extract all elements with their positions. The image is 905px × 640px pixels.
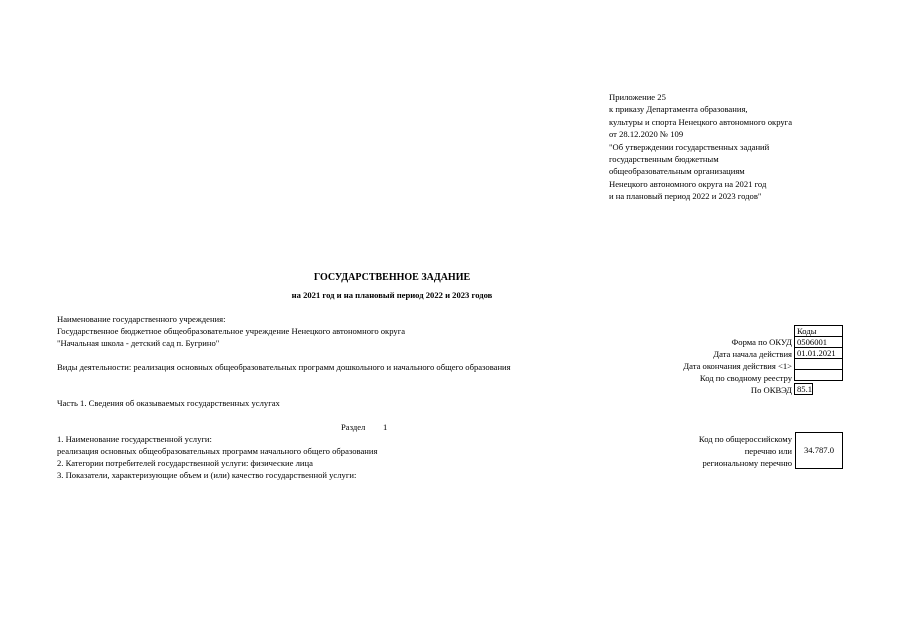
codes-header: Коды <box>794 325 843 337</box>
service-consumers: 2. Категории потребителей государственной услуги: физические лица <box>57 458 313 468</box>
section-number: 1 <box>383 422 388 432</box>
document-subtitle: на 2021 год и на плановый период 2022 и 2023 годов <box>291 290 493 300</box>
appendix-line: культуры и спорта Ненецкого автономного округа <box>609 116 793 127</box>
codes-label-end-date: Дата окончания действия <1> <box>683 361 792 371</box>
registry-label-line3: региональному перечню <box>702 458 792 468</box>
activity-type: Виды деятельности: реализация основных общеобразовательных программ дошкольного и начального общего образования <box>57 362 511 372</box>
appendix-line: Приложение 25 <box>609 92 666 102</box>
section-label: Раздел <box>341 422 366 432</box>
institution-label: Наименование государственного учреждения: <box>57 314 226 324</box>
codes-label-okved: По ОКВЭД <box>750 385 792 395</box>
codes-value-start-date: 01.01.2021 <box>794 347 843 359</box>
appendix-line: от 28.12.2020 № 109 <box>609 129 684 140</box>
institution-name-line1: Государственное бюджетное общеобразовательное учреждение Ненецкого автономного округа <box>57 326 406 336</box>
codes-value-okved: 85.1 <box>794 383 813 395</box>
appendix-line: государственным бюджетным <box>609 153 719 164</box>
appendix-line: "Об утверждении государственных заданий <box>609 141 770 152</box>
part-heading: Часть 1. Сведения об оказываемых государственных услугах <box>57 398 280 408</box>
institution-name-line2: "Начальная школа - детский сад п. Бугрино" <box>57 338 220 348</box>
service-name-value: реализация основных общеобразовательных программ начального общего образования <box>57 446 378 456</box>
appendix-line: к приказу Департамента образования, <box>609 104 748 115</box>
codes-value-registry <box>794 369 843 381</box>
codes-label-start-date: Дата начала действия <box>713 349 792 359</box>
appendix-line: общеобразовательным организациям <box>609 166 745 177</box>
codes-label-okud: Форма по ОКУД <box>731 337 792 347</box>
registry-label-line1: Код по общероссийскому <box>698 434 792 444</box>
codes-label-registry: Код по сводному реестру <box>699 373 792 383</box>
registry-code-value: 34.787.0 <box>795 432 843 469</box>
codes-value-okud: 0506001 <box>794 336 843 348</box>
appendix-line: Ненецкого автономного округа на 2021 год <box>609 178 767 189</box>
appendix-note <box>609 91 792 203</box>
document-title: ГОСУДАРСТВЕННОЕ ЗАДАНИЕ <box>313 272 471 283</box>
appendix-line: и на плановый период 2022 и 2023 годов" <box>609 191 762 202</box>
service-name-label: 1. Наименование государственной услуги: <box>57 434 212 444</box>
registry-label-line2: перечню или <box>744 446 792 456</box>
service-indicators: 3. Показатели, характеризующие объем и (или) качество государственной услуги: <box>57 470 357 480</box>
